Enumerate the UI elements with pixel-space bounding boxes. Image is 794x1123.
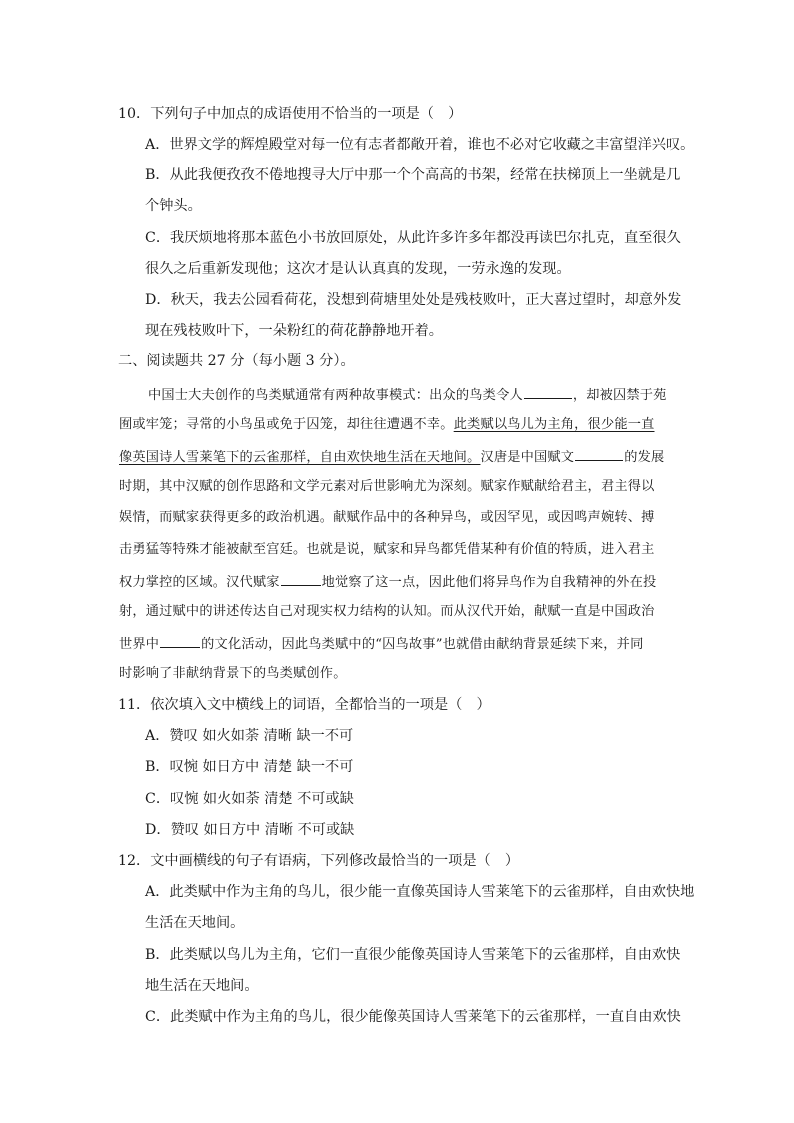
q10-option-b-line2: 个钟头。 [145,198,202,214]
passage-line: 囿或牢笼；寻常的小鸟虽或免于囚笼，却往往遭遇不幸。此类赋以鸟儿为主角，很少能一直 [119,417,655,432]
q11-stem: 11．依次填入文中横线上的词语，全都恰当的一项是（ ） [118,697,491,713]
passage-line: 中国士大夫创作的鸟类赋通常有两种故事模式：出众的鸟类令人 ，却被囚禁于苑 [148,384,667,406]
fill-blank-2 [575,446,623,461]
q11-option-a: A．赞叹 如火如荼 清晰 缺一不可 [145,728,354,744]
underlined-sentence: 像英国诗人雪莱笔下的云雀那样，自由欢快地生活在天地间。 [119,450,481,465]
underlined-sentence: 此类赋以鸟儿为主角，很少能一直 [453,417,655,432]
q12-option-a-line1: A．此类赋中作为主角的鸟儿，很少能一直像英国诗人雪莱笔下的云雀那样，自由欢快地 [145,884,695,900]
q11-option-c: C．叹惋 如火如荼 清楚 不可或缺 [145,791,354,807]
q12-option-a-line2: 生活在天地间。 [145,915,245,931]
q10-option-d-line2: 现在残枝败叶下，一朵粉红的荷花静静地开着。 [145,323,443,339]
q11-option-d: D．赞叹 如日方中 清晰 不可或缺 [145,822,355,838]
fill-blank-1 [524,384,572,399]
q12-option-b-line2: 地生活在天地间。 [145,978,259,994]
fill-blank-3 [281,571,321,586]
passage-line: 时影响了非献纳背景下的鸟类赋创作。 [119,666,347,681]
passage-line: 击勇猛等特殊才能被献至宫廷。也就是说，赋家和异鸟都凭借某种有价值的特质，进入君主 [119,542,655,557]
passage-line: 娱情，而赋家获得更多的政治机遇。献赋作品中的各种异鸟，或因罕见，或因鸣声婉转、搏 [119,510,655,525]
q10-option-d-line1: D．秋天，我去公园看荷花，没想到荷塘里处处是残枝败叶，正大喜过望时，却意外发 [145,292,682,308]
passage-line: 时期，其中汉赋的创作思路和文学元素对后世影响尤为深刻。赋家作赋献给君主，君主得以 [119,479,655,494]
passage-line: 像英国诗人雪莱笔下的云雀那样，自由欢快地生活在天地间。汉唐是中国赋文 的发展 [119,446,664,468]
q11-option-b: B．叹惋 如日方中 清楚 缺一不可 [145,759,354,775]
q12-option-b-line1: B．此类赋以鸟儿为主角，它们一直很少能像英国诗人雪莱笔下的云雀那样，自由欢快 [145,947,681,963]
passage-line: 权力掌控的区域。汉代赋家 地觉察了这一点，因此他们将异鸟作为自我精神的外在投 [119,571,656,593]
fill-blank-4 [160,633,200,648]
q10-option-c-line1: C．我厌烦地将那本蓝色小书放回原处，从此许多许多年都没再读巴尔扎克，直至很久 [145,230,681,246]
q10-stem: 10．下列句子中加点的成语使用不恰当的一项是（ ） [118,106,463,122]
q10-option-c-line2: 很久之后重新发现他；这次才是认认真真的发现，一劳永逸的发现。 [145,261,571,277]
q10-option-b-line1: B．从此我便孜孜不倦地搜寻大厅中那一个个高高的书架，经常在扶梯顶上一坐就是几 [145,167,681,183]
q12-stem: 12．文中画横线的句子有语病，下列修改最恰当的一项是（ ） [118,853,520,869]
section-heading: 二、阅读题共 27 分（每小题 3 分）。 [118,353,355,369]
passage-line: 射，通过赋中的讲述传达自己对现实权力结构的认知。而从汉代开始，献赋一直是中国政治 [119,604,655,619]
q10-option-a: A．世界文学的辉煌殿堂对每一位有志者都敞开着，谁也不必对它收藏之丰富望洋兴叹。 [145,137,695,153]
passage-line: 世界中 的文化活动，因此鸟类赋中的“囚鸟故事”也就借由献纳背景延续下来，并同 [119,633,643,655]
q12-option-c-line1: C．此类赋中作为主角的鸟儿，很少能像英国诗人雪莱笔下的云雀那样，一直自由欢快 [145,1009,681,1025]
